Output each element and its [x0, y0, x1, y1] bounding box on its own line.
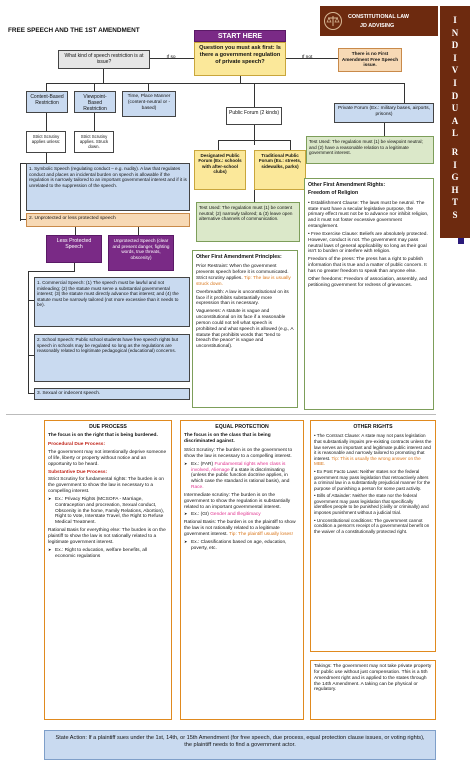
connector — [254, 190, 255, 202]
takings-text: Takings: The government may not take private property for public use without just compensation. This is a 5th Amendment right and is applied to the states through the 14th Amendment. A taking can be physical or regulatory. — [314, 664, 432, 693]
side-banner-letter: H — [451, 184, 459, 195]
due-process-rational-example: ➤ Ex.: Right to education, welfare benefits, all economic regulations — [48, 548, 168, 560]
unprotected-text: Unprotected Speech (clear and present danger, fighting words, true threats, obscenity) — [112, 238, 170, 260]
public-forum-box — [226, 107, 282, 125]
traditional-forum-text: Traditional Public Forum (Ex.: streets, sidewalks, parks) — [258, 153, 302, 169]
brand-line-2: JD ADVISING — [360, 23, 395, 29]
tpm-text: Time, Place Manner (content-neutral or -based) — [127, 94, 171, 111]
no-violation-text: There is no First Amendment Free Speech issue. — [341, 51, 399, 68]
side-banner-letter: S — [452, 209, 458, 220]
private-forum-text: Private Forum (Ex.: military bases, airports, prisons) — [338, 106, 430, 117]
connector — [46, 83, 254, 84]
due-process-title: DUE PROCESS — [89, 424, 127, 430]
ep-rational-text: Rational Basis: The burden is on the plaintiff to show the law is not rationally related to a legitimate government interest. — [184, 520, 296, 537]
freedom-of-press-text: Freedom of the press: The press has a right to publish information that is true and a matter of public concern. It has no greater freedom to speak than anyone else. — [308, 257, 427, 274]
equal-protection-strict: Strict Scrutiny: The burden is on the government to show the law is necessary to a compelling interest. — [184, 448, 293, 459]
privacy-rights-example: ➤ Ex.: Privacy Rights (MCSOFA - Marriage, Contraception and procreation, Sexual conduct, Obscenity in the home, Family Relations, Abortion), Right to Vote, Interstate Travel, the Right to Refuse Medical Treatment. — [48, 497, 168, 526]
designated-forum-text: Designated Public Forum (Ex.: schools with after-school clubs) — [198, 153, 242, 175]
connector — [46, 83, 47, 91]
page-title — [8, 27, 140, 34]
equal-protection-focus: The focus is on the class that is being discriminated against. — [184, 433, 271, 445]
gi-example — [184, 512, 300, 518]
connector — [254, 83, 255, 107]
unprotected-header-text: 2. Unprotected or less protected speech — [29, 216, 116, 221]
contract-clause-text: • The Contract Clause: A state may not pass legislation that substantially impairs pre-existing contracts unless the law serves an important and legitimate public interest and it is reasonable and narrowly tailored to promoting that interest. — [314, 433, 432, 461]
prior-restraint-tip: Tip: The law is usually struck down. — [196, 276, 291, 287]
unconstitutional-conditions-text: • Unconstitutional conditions: The government cannot condition a person's receipt of a governmental benefit on the waiver of a constitutionally protected right. — [314, 517, 430, 534]
vagueness-text: Vagueness: A statute is vague and unconstitutional on its face if a reasonable person could not tell what speech is prohibited and what speech is allowed (e.g., A statute that prohibits words that "tend to breach the peace" is vague and unconstitutional). — [196, 309, 294, 350]
page-title-text: FREE SPEECH AND THE 1ST AMENDMENT — [8, 27, 140, 34]
prior-restraint-text: Prior Restraint: When the government prevents speech before it is communicated. Strict scrutiny applies. — [196, 264, 289, 282]
connector — [28, 355, 34, 356]
connector — [46, 153, 47, 163]
connector — [46, 113, 47, 131]
gi-text: Gender and Illegitimacy — [210, 512, 261, 518]
public-test-box — [196, 202, 300, 242]
due-process-focus: The focus is on the right that is being burdened. — [48, 433, 158, 439]
side-banner-letter: I — [453, 77, 457, 88]
freedom-of-religion-heading: Freedom of Religion — [308, 190, 359, 197]
connector — [94, 113, 95, 131]
connector — [28, 393, 34, 394]
due-process-rational-text: Rational Basis for everything else: The burden is on the plaintiff to show the law is not rationally related to a legitimate government interest. — [48, 528, 166, 545]
connector — [28, 271, 75, 272]
other-principles-title: Other First Amendment Principles: — [196, 254, 282, 260]
private-forum-box — [334, 103, 434, 123]
traditional-forum-box — [254, 150, 306, 190]
contract-clause-para — [314, 433, 432, 467]
side-banner-letter: L — [451, 128, 458, 139]
due-process-box — [44, 420, 172, 720]
equal-protection-box — [180, 420, 304, 720]
what-kind-box — [58, 50, 150, 69]
connector — [148, 83, 149, 91]
state-action-text: State Action: If a plaintiff sues under the 1st, 14th, or 15th Amendment (for free speech, due process, equal protection clause issues, or voting rights), the plaintiff needs to find a government actor. — [55, 735, 425, 748]
side-banner-letter: G — [451, 172, 459, 183]
connector — [94, 83, 95, 91]
symbolic-speech-text: 1. Symbolic Speech (regulating conduct – e.g. nudity). A law that regulates conduct and places an incidental burden on speech is allowable if the regulation is narrowly tailored to an important governmental interest and if it is unrelated to the suppression of the speech. — [29, 166, 187, 188]
side-banner — [440, 6, 470, 238]
tpm-box — [122, 91, 176, 117]
connector — [218, 140, 219, 150]
strict-applies-text: Strict Scrutiny applies unless: — [31, 134, 61, 145]
connector — [138, 227, 139, 235]
brand-banner — [320, 6, 438, 36]
connector — [218, 140, 290, 141]
prior-restraint-para — [196, 264, 294, 287]
connector — [254, 83, 404, 84]
side-banner-letter: I — [453, 52, 457, 63]
side-banner-letter: N — [451, 27, 459, 38]
private-test-box — [306, 136, 434, 164]
procedural-due-process-text: The government may not intentionally deprive someone of life, liberty or property without notice and an opportunity to be heard. — [48, 450, 167, 467]
establishment-clause-text: • Establishment Clause: The laws must be neutral. The state must have a secular legislative purpose, the primary effect must not be to advance nor inhibit religion, and it must not foster excessive government entanglement. — [308, 200, 429, 230]
side-banner-letter: V — [451, 65, 459, 76]
connector — [75, 227, 76, 235]
other-rights-box — [310, 420, 436, 652]
side-banner-letter: I — [453, 159, 457, 170]
school-speech-box — [34, 334, 190, 382]
intermediate-scrutiny-text: Intermediate scrutiny: The burden is on the government to show the regulation is substantially related to an important governmental interest. — [184, 492, 291, 510]
viewpoint-based-text: Viewpoint-Based Restriction — [83, 94, 107, 113]
what-kind-text: What kind of speech restriction is at issue? — [64, 53, 144, 66]
unprotected-box — [108, 235, 174, 271]
content-based-box — [26, 91, 68, 113]
side-banner-letter: A — [451, 115, 459, 126]
state-action-box — [44, 730, 436, 760]
public-forum-text: Public Forum (2 kinds) — [229, 110, 280, 116]
far-prefix: Ex.: (FAR) — [191, 461, 214, 467]
takings-box — [310, 660, 436, 720]
less-protected-box — [46, 235, 102, 263]
far-race: Race. — [191, 485, 204, 491]
side-banner-letter: D — [451, 90, 459, 101]
brand-line-1: CONSTITUTIONAL LAW — [348, 14, 409, 20]
less-protected-text: Less Protected Speech — [56, 238, 92, 251]
designated-forum-box — [194, 150, 246, 190]
ep-rational-tip: Tip: The plaintiff usually loses! — [228, 532, 293, 537]
connector — [20, 163, 21, 221]
other-freedoms-text: Other freedoms: Freedom of association, assembly, and petitioning government for redress of grievances. — [308, 276, 428, 288]
viewpoint-based-box — [74, 91, 116, 113]
strict-struck-box — [74, 131, 114, 153]
far-rest: if a state is discriminating (unless the public function doctrine applies, in which case the standard is rational basis), and — [191, 467, 290, 485]
connector — [290, 140, 291, 150]
unprotected-header-box — [26, 213, 190, 227]
procedural-due-process-heading: Procedural Due Process: — [48, 442, 106, 448]
private-test-text: Test Used: The regulation must (1) be viewpoint neutral; and (2) have a reasonable relation to a legitimate government interest. — [309, 139, 423, 156]
start-here-label: START HERE — [217, 33, 263, 40]
commercial-speech-box — [34, 277, 190, 327]
bills-of-attainder-text: • Bills of Attainder: Neither the state nor the federal government may pass legislation that specifically identifies people to be punished (civilly or criminally) and imposes punishment without a judicial trial. — [314, 493, 429, 516]
sexual-speech-text: 3. Sexual or indecent speech. — [37, 391, 101, 396]
substantive-due-process-heading: Substantive Due Process: — [48, 469, 108, 475]
far-fundamental: Fundamental rights when class is involved, — [191, 461, 286, 473]
connector — [254, 125, 255, 145]
overbreadth-text: Overbreadth: A law is unconstitutional on its face if it prohibits substantially more expression than is necessary. — [196, 289, 289, 307]
strict-applies-box — [26, 131, 66, 153]
other-rights-title: OTHER RIGHTS — [353, 424, 393, 430]
ex-post-facto-text: • Ex Post Facto Laws: Neither states nor the federal government may pass legislation that retroactively alters a criminal law in a substantially prejudicial manner for the purpose of punishing a person for some past activity. — [314, 468, 431, 491]
public-test-text: Test Used: The regulation must (1) be content neutral; (2) narrowly tailored; & (3) leave open alternative channels of communication. — [199, 205, 293, 222]
side-banner-letter: T — [451, 197, 458, 208]
question-box — [194, 42, 286, 76]
connector — [240, 76, 241, 83]
no-violation-box — [338, 48, 402, 72]
connector — [384, 123, 385, 136]
connector — [150, 58, 194, 59]
gi-prefix: Ex.: (GI) — [191, 512, 209, 518]
side-banner-letter: I — [453, 15, 457, 25]
side-banner-letters — [440, 6, 470, 222]
side-banner-letter: D — [451, 40, 459, 51]
ep-rational-para — [184, 520, 300, 538]
scales-icon — [324, 12, 342, 30]
far-alienage: Alienage — [211, 467, 230, 473]
strict-struck-text: Strict Scrutiny applies. Struck down. — [79, 134, 109, 150]
connector — [286, 58, 338, 59]
substantive-strict-text: Strict Scrutiny for fundamental rights: The burden is on the government to show the law is necessary to a compelling interest. — [48, 477, 164, 495]
symbolic-speech-box — [26, 163, 190, 211]
other-principles-box — [192, 250, 298, 408]
section-divider — [6, 414, 436, 415]
other-rights-first-title: Other First Amendment Rights: — [308, 182, 386, 188]
connector — [103, 69, 104, 83]
free-exercise-text: • Free Exercise Clause: Beliefs are absolutely protected. However, conduct is not. The government may pass neutral laws of general applicability so long as their goal isn't to burden or interfere with religion. — [308, 231, 428, 255]
ep-rational-example: ➤ Ex.: Classifications based on age, education, poverty, etc. — [184, 540, 300, 552]
contract-clause-tip: Tip: This is usually the wrong answer on the MBE. — [314, 455, 421, 467]
other-rights-first-box — [304, 178, 434, 410]
equal-protection-title: EQUAL PROTECTION — [215, 424, 269, 430]
connector — [28, 271, 29, 393]
side-banner-letter: U — [451, 103, 459, 114]
commercial-speech-text: 1. Commercial Speech: (1) The speech must be lawful and not misleading; (2) the statute must serve a substantial governmental interest; (3) the statute must directly advance that interest; and (4) the statute must be narrowly tailored (not more excessive than it needs to be). — [37, 280, 179, 308]
school-speech-text: 2. School Speech: Public school students have free speech rights but speech in schools may be regulated so long as the regulations are reasonably related to legitimate pedagogical (educational) concerns. — [37, 337, 178, 354]
question-text: Question you must ask first: Is there a government regulation of private speech? — [199, 45, 281, 65]
start-here-box — [194, 30, 286, 42]
far-example — [184, 462, 300, 491]
side-banner-edge — [458, 238, 464, 244]
content-based-text: Content-Based Restriction — [30, 94, 64, 107]
side-banner-letter: R — [451, 146, 459, 157]
sexual-speech-box — [34, 388, 190, 400]
connector — [28, 300, 34, 301]
connector — [74, 263, 75, 271]
